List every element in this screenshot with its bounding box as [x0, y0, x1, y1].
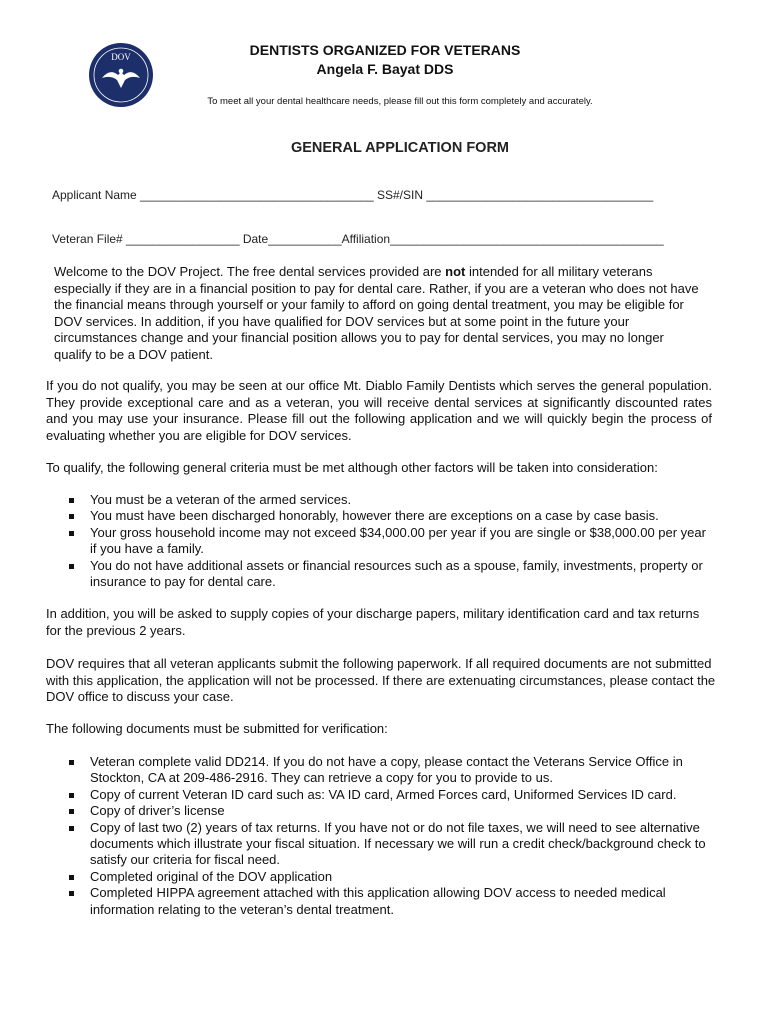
list-item-text: Copy of current Veteran ID card such as: VA ID card, Armed Forces card, Uniformed Services ID card. — [90, 786, 677, 802]
criteria-list — [66, 492, 716, 590]
list-item-text: Completed HIPPA agreement attached with this application allowing DOV access to needed medical information relating to the veteran’s dental treatment. — [90, 885, 666, 917]
list-item — [66, 754, 716, 787]
form-title: GENERAL APPLICATION FORM — [290, 140, 510, 156]
list-item — [66, 885, 716, 918]
criteria-intro: To qualify, the following general criteria must be met although other factors will be taken into consideration: — [46, 460, 658, 475]
welcome-text-start: Welcome to the DOV Project. The free dental services provided are — [54, 264, 446, 279]
list-item — [66, 492, 716, 508]
list-item-text: Copy of driver’s license — [90, 803, 225, 819]
veteran-info-line[interactable]: Veteran File# _________________ Date___________Affiliation_________________________________________ — [52, 232, 664, 246]
list-item — [66, 803, 716, 819]
list-item-text: You must have been discharged honorably, however there are exceptions on a case by case basis. — [90, 508, 659, 524]
dentist-name: Angela F. Bayat DDS — [316, 61, 454, 77]
documents-intro: The following documents must be submitted for verification: — [46, 721, 388, 736]
applicant-info-line[interactable]: Applicant Name ___________________________________ SS#/SIN __________________________________ — [52, 188, 654, 202]
list-item — [66, 869, 716, 885]
documents-list — [66, 754, 716, 918]
list-item-text: You must be a veteran of the armed services. — [90, 492, 352, 507]
list-item-text: Your gross household income may not exceed $34,000.00 per year if you are single or $38,000.00 per year if you have a family. — [90, 524, 706, 557]
not-qualify-paragraph: If you do not qualify, you may be seen at our office Mt. Diablo Family Dentists which serves the general population. They provide exceptional care and as a veteran, you will receive dental services at significantly discounted rates and you may use your insurance. Please fill out the following application and we will quickly begin the process of evaluating whether you are eligible for DOV services. — [46, 378, 712, 443]
list-item-text: Copy of last two (2) years of tax returns. If you have not or do not file taxes, we will need to see alternative documents which illustrate your fiscal situation. If necessary we will run a credit check/background check to satisfy our criteria for fiscal need. — [90, 819, 706, 868]
welcome-paragraph — [54, 264, 704, 363]
list-item — [66, 820, 716, 869]
organization-title: DENTISTS ORGANIZED FOR VETERANS — [249, 42, 521, 58]
list-item-text: Completed original of the DOV application — [90, 868, 333, 884]
welcome-text-end: intended for all military veterans especially if they are in a financial position to pay for dental care. Rather, if you are a veteran who does not have the financial means through yourself or your family to afford on going dental treatment, you may be eligible for DOV services. In addition, if you have qualified for DOV services but at some point in the future your circumstances change and your financial position allows you to pay for dental services, you may no longer qualify to be a DOV patient. — [54, 264, 699, 362]
list-item — [66, 787, 716, 803]
list-item-text: You do not have additional assets or financial resources such as a spouse, family, investments, property or insurance to pay for dental care. — [90, 557, 703, 590]
addition-paragraph: In addition, you will be asked to supply copies of your discharge papers, military identification card and tax returns for the previous 2 years. — [46, 606, 700, 638]
list-item — [66, 508, 716, 524]
list-item-text: Veteran complete valid DD214. If you do not have a copy, please contact the Veterans Service Office in Stockton, CA at 209-486-2916. They can retrieve a copy for you to provide to us. — [90, 754, 683, 786]
welcome-emphasis: not — [445, 264, 466, 279]
requires-paragraph: DOV requires that all veteran applicants submit the following paperwork. If all required documents are not submitted with this application, the application will not be processed. If there are extenuating circumstances, please contact the DOV office to discuss your case. — [46, 656, 716, 704]
list-item — [66, 558, 716, 591]
list-item — [66, 525, 716, 558]
logo-text: DOV — [111, 52, 131, 62]
instruction-text: To meet all your dental healthcare needs, please fill out this form completely and accurately. — [207, 96, 593, 107]
